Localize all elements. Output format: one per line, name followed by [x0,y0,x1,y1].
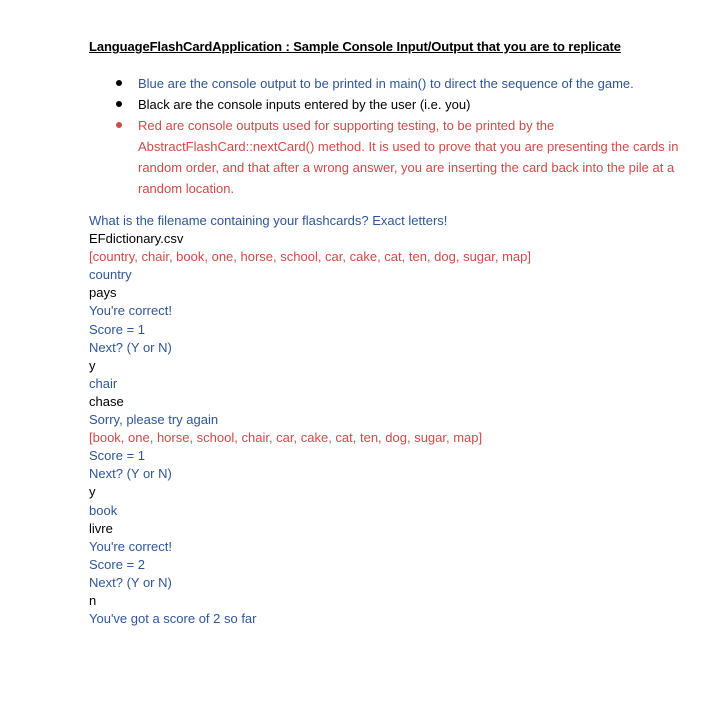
console-output-line: You've got a score of 2 so far [89,611,257,627]
console-input-line: chase [89,393,124,409]
console-output-line: Sorry, please try again [89,412,219,428]
console-output-line: You're correct! [89,303,172,319]
legend-item-blue [110,73,710,94]
console-transcript [89,212,709,628]
console-output-line: Next? (Y or N) [89,466,172,482]
bullet-dot-icon [116,101,122,107]
console-output-line: Score = 2 [89,556,146,572]
color-legend-list [110,73,710,199]
console-debug-line: [book, one, horse, school, chair, car, cake, cat, ten, dog, sugar, map] [89,430,483,446]
console-input-line: livre [89,520,113,536]
legend-text-red: Red are console outputs used for supporting testing, to be printed by the AbstractFlashCard::nextCard() method. It is used to prove that you are presenting the cards in random order, and that after a wrong answer, you are inserting the card back into the pile at a random location. [138,118,679,196]
console-output-line: You're correct! [89,538,172,554]
document-title: LanguageFlashCardApplication : Sample Console Input/Output that you are to replicate [89,39,621,54]
console-output-line: book [89,502,118,518]
console-output-line: country [89,267,132,283]
legend-item-black [110,94,710,115]
console-input-line: EFdictionary.csv [89,231,184,247]
console-debug-line: [country, chair, book, one, horse, school, car, cake, cat, ten, dog, sugar, map] [89,249,532,265]
console-input-line: pays [89,285,117,301]
bullet-dot-icon [116,122,122,128]
console-output-line: Next? (Y or N) [89,339,172,355]
console-output-line: What is the filename containing your flashcards? Exact letters! [89,213,448,228]
legend-text-blue: Blue are the console output to be printed in main() to direct the sequence of the game. [138,76,634,91]
console-output-line: Next? (Y or N) [89,574,172,590]
legend-text-black: Black are the console inputs entered by the user (i.e. you) [138,97,471,112]
console-input-line: y [89,357,96,373]
console-input-line: y [89,484,96,500]
console-output-line: Score = 1 [89,321,146,337]
console-output-line: Score = 1 [89,448,146,464]
console-input-line: n [89,592,97,608]
legend-item-red [110,115,710,199]
console-output-line: chair [89,375,118,391]
bullet-dot-icon [116,80,122,86]
